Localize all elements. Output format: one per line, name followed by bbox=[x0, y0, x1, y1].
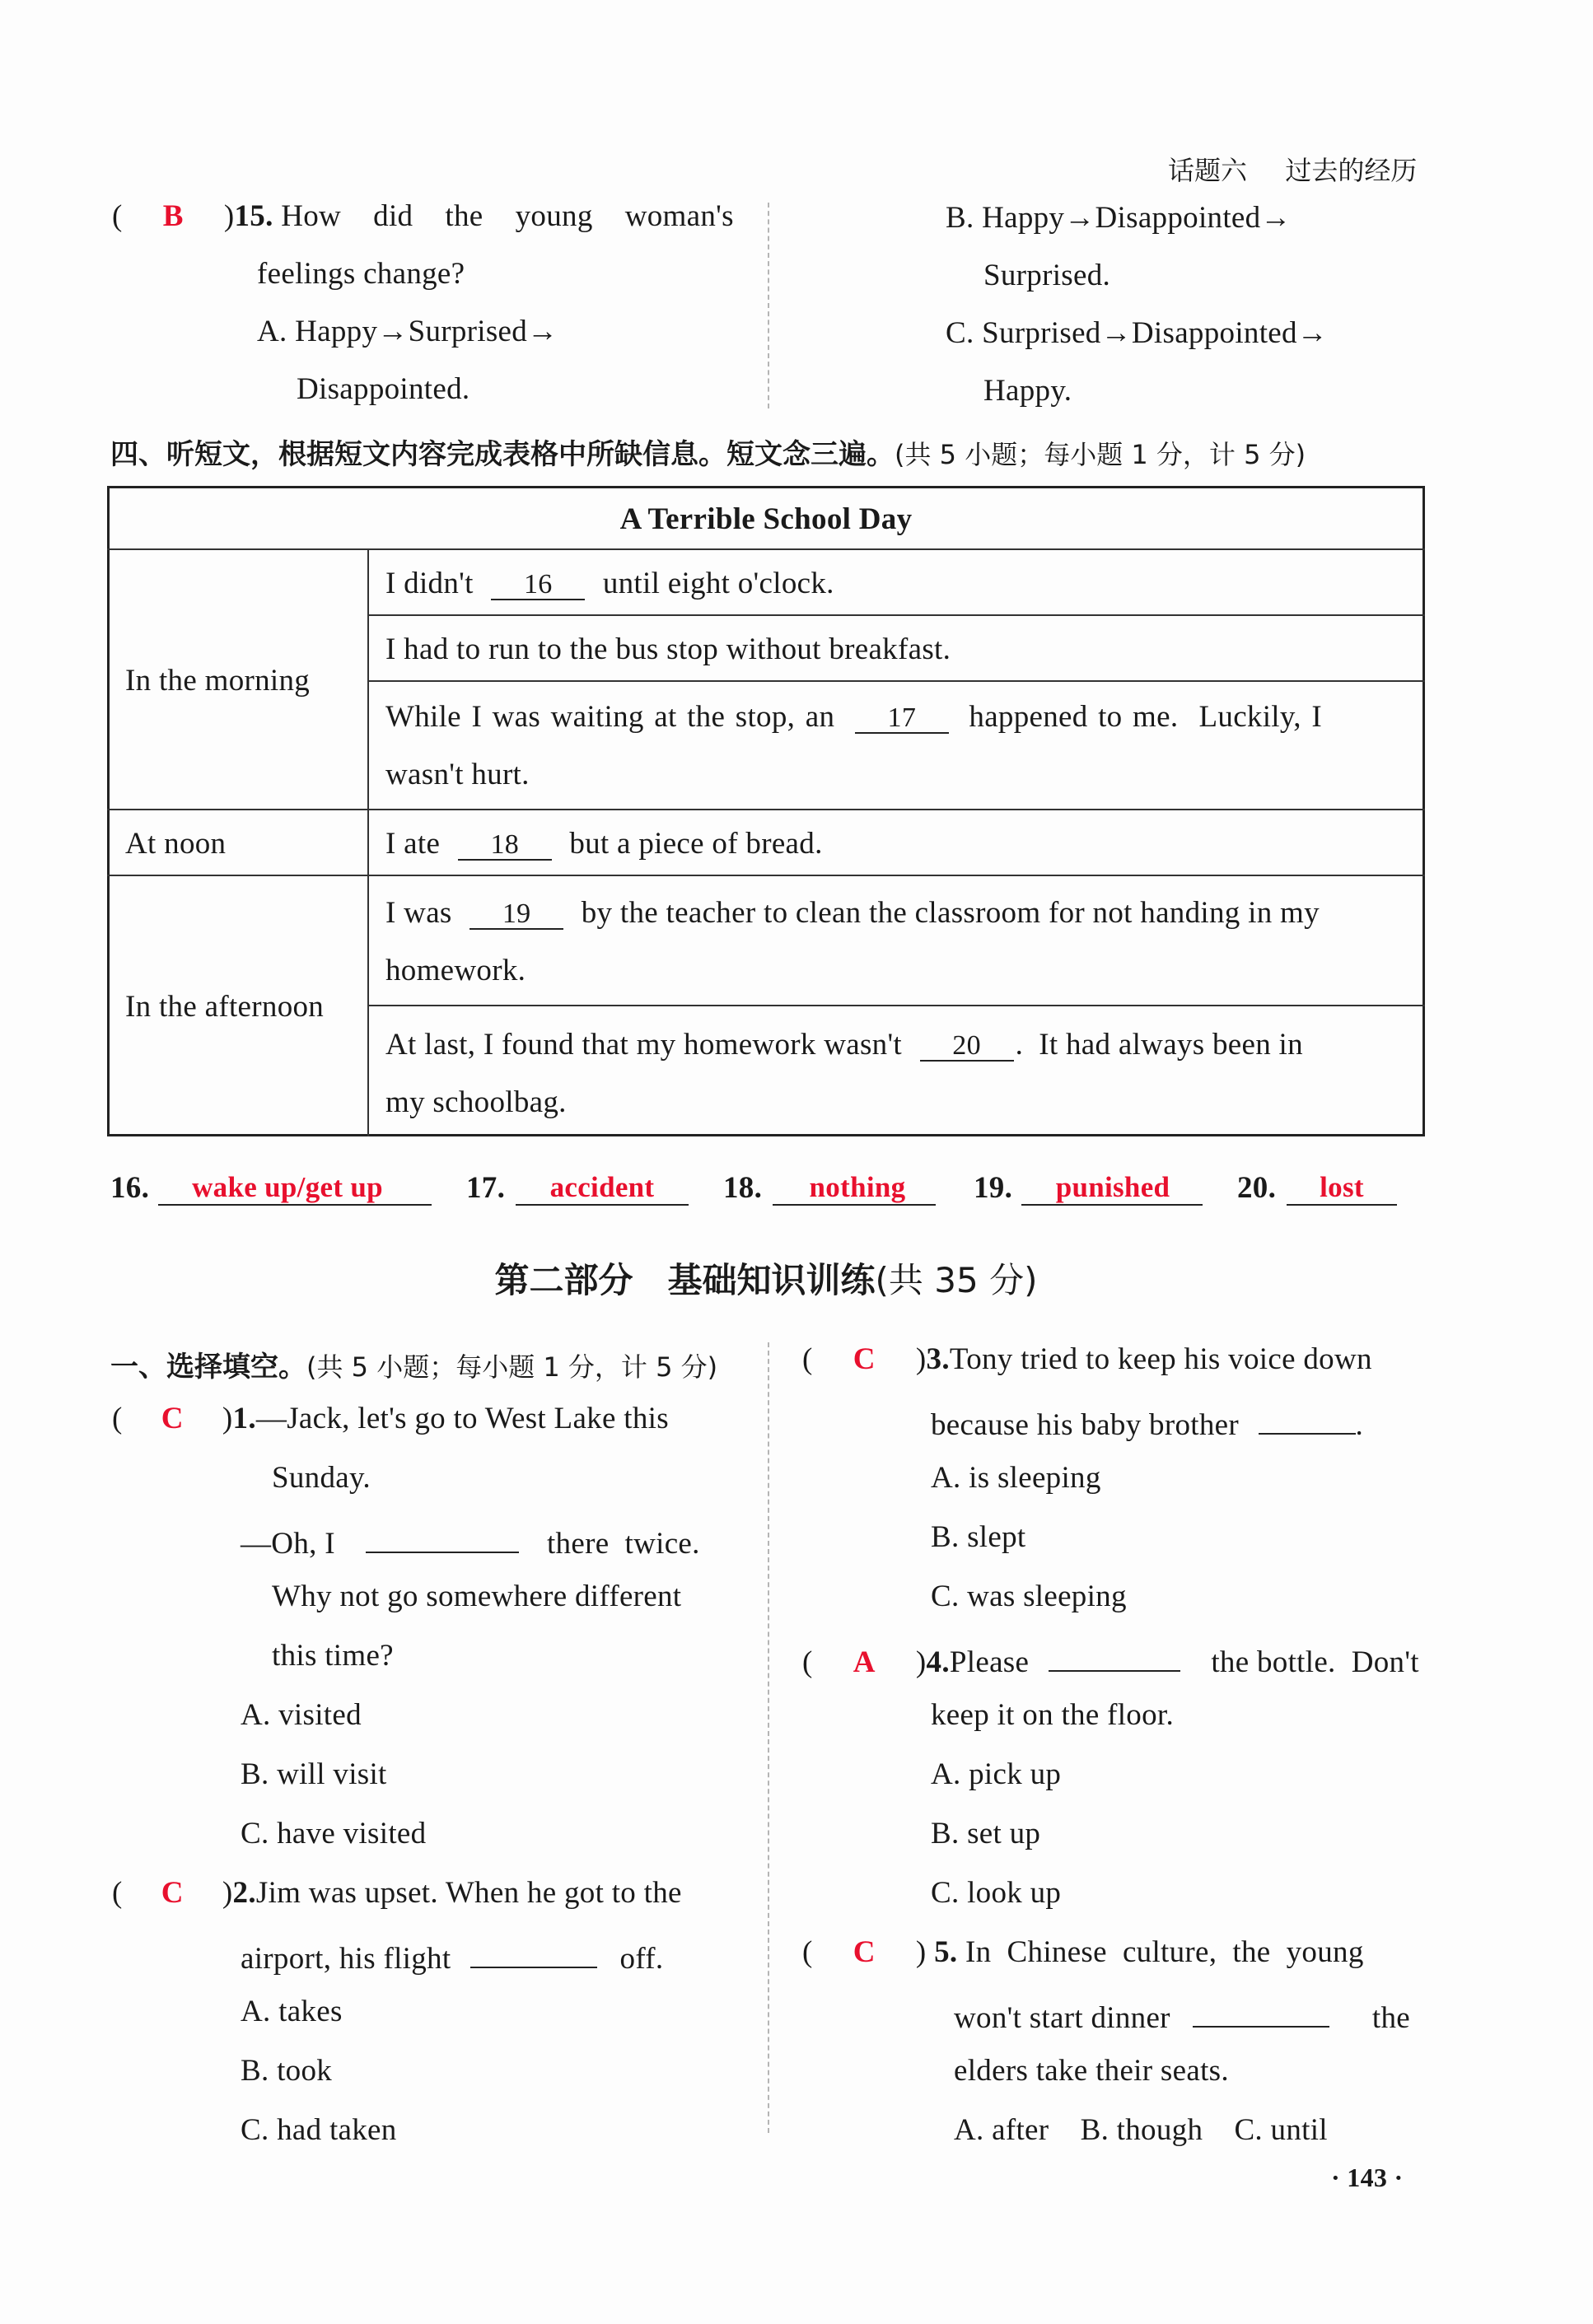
cell-text: happened to me. Luckily, I bbox=[969, 700, 1322, 734]
q5-stem-line1 bbox=[802, 1937, 1364, 1967]
q1-blank bbox=[366, 1522, 519, 1553]
answer-19: punished bbox=[1055, 1171, 1170, 1203]
blank-number: 19 bbox=[502, 898, 531, 929]
q5-blank bbox=[1193, 1996, 1329, 2028]
q3-option-c: C. was sleeping bbox=[931, 1580, 1127, 1613]
stem-text: won't start dinner bbox=[954, 2001, 1170, 2035]
q15-option-c1: C. Surprised→Disappointed→ bbox=[946, 316, 1329, 350]
answer-17-line bbox=[516, 1204, 689, 1206]
paren-close: ) bbox=[223, 199, 235, 233]
q2-answer: C bbox=[161, 1876, 184, 1910]
table-rule bbox=[367, 1005, 1425, 1006]
q4-option-a: A. pick up bbox=[931, 1757, 1062, 1791]
stem-text: —Oh, I bbox=[241, 1527, 335, 1561]
answer-18: nothing bbox=[809, 1171, 906, 1203]
q1-option-c: C. have visited bbox=[241, 1817, 427, 1850]
q4-option-b: B. set up bbox=[931, 1817, 1041, 1850]
blank-20 bbox=[920, 1029, 1014, 1062]
q3-answer: C bbox=[853, 1342, 876, 1376]
row-label-noon: At noon bbox=[125, 827, 227, 861]
paren-close: ) bbox=[915, 1935, 927, 1969]
answer-20-line bbox=[1287, 1204, 1397, 1206]
q2-option-b: B. took bbox=[241, 2054, 333, 2088]
paren-open: ( bbox=[802, 1342, 813, 1376]
q5-number: 5. bbox=[934, 1935, 958, 1969]
cell-text: At last, I found that my homework wasn't bbox=[385, 1028, 903, 1062]
q5-line2 bbox=[954, 1996, 1410, 2033]
section4-score: (共 5 小题；每小题 1 分，计 5 分) bbox=[895, 439, 1306, 470]
cell-text: . It had always been in bbox=[1015, 1028, 1303, 1062]
table-rule bbox=[107, 548, 1425, 550]
stem-text: . bbox=[1355, 1408, 1364, 1442]
paren-open: ( bbox=[802, 1935, 813, 1969]
q15-option-b2: Surprised. bbox=[983, 259, 1111, 292]
answer-17-num: 17. bbox=[466, 1171, 506, 1205]
table-row-5-cont: homework. bbox=[385, 954, 526, 987]
q1-line5: this time? bbox=[272, 1639, 394, 1673]
q1-option-a: A. visited bbox=[241, 1698, 362, 1732]
cell-text: I didn't bbox=[385, 567, 474, 600]
paren-close: ) bbox=[222, 1876, 233, 1910]
paren-close: ) bbox=[915, 1342, 927, 1376]
q4-blank bbox=[1049, 1640, 1180, 1672]
blank-17 bbox=[855, 702, 949, 734]
q1-answer: C bbox=[161, 1402, 184, 1435]
q15-option-c2: Happy. bbox=[983, 374, 1072, 408]
cell-text: until eight o'clock. bbox=[602, 567, 834, 600]
table-row-3 bbox=[385, 702, 1322, 734]
stem-text: because his baby brother bbox=[931, 1408, 1239, 1442]
table-row-6-cont: my schoolbag. bbox=[385, 1085, 567, 1119]
q1-line1: —Jack, let's go to West Lake this bbox=[255, 1402, 669, 1435]
page-header bbox=[1168, 150, 1417, 188]
section4-title: 四、听短文，根据短文内容完成表格中所缺信息。短文念三遍。 bbox=[110, 438, 895, 471]
q15-option-a1: A. Happy→Surprised→ bbox=[257, 315, 558, 348]
blank-number: 17 bbox=[887, 702, 917, 733]
table-rule bbox=[107, 809, 1425, 810]
paren-open: ( bbox=[112, 1876, 123, 1910]
part2-title: 第二部分 基础知识训练 bbox=[494, 1260, 876, 1300]
q4-answer: A bbox=[853, 1645, 876, 1679]
q3-line1: Tony tried to keep his voice down bbox=[949, 1342, 1372, 1376]
cell-text: I ate bbox=[385, 827, 441, 861]
table-title: A Terrible School Day bbox=[619, 502, 913, 536]
q4-stem-line1 bbox=[802, 1640, 1419, 1678]
column-divider bbox=[768, 1342, 769, 2133]
cell-text: I was bbox=[385, 896, 452, 930]
q2-line2 bbox=[241, 1937, 663, 1974]
q2-option-c: C. had taken bbox=[241, 2113, 397, 2147]
q5-options: A. after B. though C. until bbox=[954, 2113, 1328, 2147]
part2-score: (共 35 分) bbox=[875, 1260, 1038, 1300]
q3-number: 3. bbox=[926, 1342, 950, 1376]
answer-16: wake up/get up bbox=[192, 1171, 383, 1203]
q1-line2: Sunday. bbox=[272, 1461, 371, 1495]
stem-text: there twice. bbox=[546, 1527, 700, 1561]
cell-text: but a piece of bread. bbox=[569, 827, 823, 861]
q15-line2: feelings change? bbox=[257, 257, 465, 291]
q1-number: 1. bbox=[232, 1402, 256, 1435]
blank-19 bbox=[469, 898, 563, 930]
answer-17: accident bbox=[549, 1171, 655, 1203]
table-row-6 bbox=[385, 1029, 1303, 1062]
q5-answer: C bbox=[853, 1935, 876, 1969]
q5-line1: In Chinese culture, the young bbox=[965, 1935, 1364, 1969]
q1-option-b: B. will visit bbox=[241, 1757, 387, 1791]
q15-answer: B bbox=[162, 199, 184, 233]
q3-line2 bbox=[931, 1403, 1363, 1440]
q2-line1: Jim was upset. When he got to the bbox=[255, 1876, 682, 1910]
q15-number: 15. bbox=[234, 199, 273, 233]
answer-20: lost bbox=[1320, 1171, 1364, 1203]
q3-option-b: B. slept bbox=[931, 1520, 1026, 1554]
part2-heading bbox=[107, 1253, 1425, 1303]
paren-open: ( bbox=[112, 199, 123, 233]
row-label-afternoon: In the afternoon bbox=[125, 990, 325, 1024]
q1-line3 bbox=[241, 1522, 700, 1559]
q2-option-a: A. takes bbox=[241, 1995, 343, 2028]
paren-close: ) bbox=[222, 1402, 233, 1435]
table-col-rule bbox=[367, 548, 369, 1136]
q2-number: 2. bbox=[232, 1876, 256, 1910]
blank-18 bbox=[458, 828, 552, 861]
table-row-2: I had to run to the bus stop without breakfast. bbox=[385, 632, 951, 666]
q15-line1: How did the young woman's bbox=[281, 199, 734, 233]
answer-16-num: 16. bbox=[110, 1171, 150, 1205]
q5-line3: elders take their seats. bbox=[954, 2054, 1229, 2088]
table-row-1 bbox=[385, 568, 834, 600]
section1-heading bbox=[110, 1344, 717, 1384]
q15-option-b1: B. Happy→Disappointed→ bbox=[946, 201, 1292, 235]
page-number: · 143 · bbox=[1331, 2163, 1404, 2192]
table-rule bbox=[367, 680, 1425, 682]
answer-19-num: 19. bbox=[974, 1171, 1013, 1205]
stem-text: off. bbox=[619, 1942, 664, 1976]
q2-blank bbox=[470, 1937, 597, 1968]
cell-text: While I was waiting at the stop, an bbox=[385, 700, 835, 734]
section4-heading bbox=[110, 432, 1306, 472]
table-rule bbox=[367, 614, 1425, 616]
q4-line2: keep it on the floor. bbox=[931, 1698, 1175, 1732]
q1-line4: Why not go somewhere different bbox=[272, 1580, 682, 1613]
q3-option-a: A. is sleeping bbox=[931, 1461, 1101, 1495]
answer-20-num: 20. bbox=[1237, 1171, 1277, 1205]
q4-line1a: Please bbox=[949, 1645, 1030, 1679]
section1-score: (共 5 小题；每小题 1 分，计 5 分) bbox=[306, 1351, 718, 1383]
section1-title: 一、选择填空。 bbox=[110, 1351, 306, 1384]
q1-stem-line1 bbox=[112, 1403, 669, 1434]
q15-stem-line1 bbox=[112, 201, 734, 231]
answer-18-line bbox=[773, 1204, 936, 1206]
stem-text: the bbox=[1371, 2001, 1411, 2035]
stem-text: the bottle. Don't bbox=[1211, 1645, 1419, 1679]
answer-18-num: 18. bbox=[723, 1171, 763, 1205]
table-rule bbox=[107, 875, 1425, 876]
blank-number: 20 bbox=[952, 1030, 981, 1061]
blank-16 bbox=[491, 568, 585, 600]
q3-stem-line1 bbox=[802, 1344, 1372, 1374]
q3-blank bbox=[1259, 1403, 1356, 1435]
table-row-3-cont: wasn't hurt. bbox=[385, 758, 530, 791]
stem-text: airport, his flight bbox=[241, 1942, 451, 1976]
q4-number: 4. bbox=[926, 1645, 950, 1679]
header-subtitle: 过去的经历 bbox=[1285, 155, 1418, 186]
blank-number: 18 bbox=[490, 829, 520, 860]
table-row-4 bbox=[385, 828, 823, 861]
paren-open: ( bbox=[112, 1402, 123, 1435]
row-label-morning: In the morning bbox=[125, 664, 311, 698]
header-topic: 话题六 bbox=[1168, 155, 1248, 186]
paren-close: ) bbox=[915, 1645, 927, 1679]
paren-open: ( bbox=[802, 1645, 813, 1679]
q4-option-c: C. look up bbox=[931, 1876, 1062, 1910]
answer-19-line bbox=[1021, 1204, 1203, 1206]
table-row-5 bbox=[385, 898, 1320, 930]
q2-stem-line1 bbox=[112, 1878, 682, 1908]
blank-number: 16 bbox=[523, 569, 553, 600]
column-divider bbox=[768, 203, 769, 408]
cell-text: by the teacher to clean the classroom for not handing in my bbox=[581, 896, 1320, 930]
q15-option-a2: Disappointed. bbox=[297, 372, 470, 406]
answer-16-line bbox=[158, 1204, 432, 1206]
